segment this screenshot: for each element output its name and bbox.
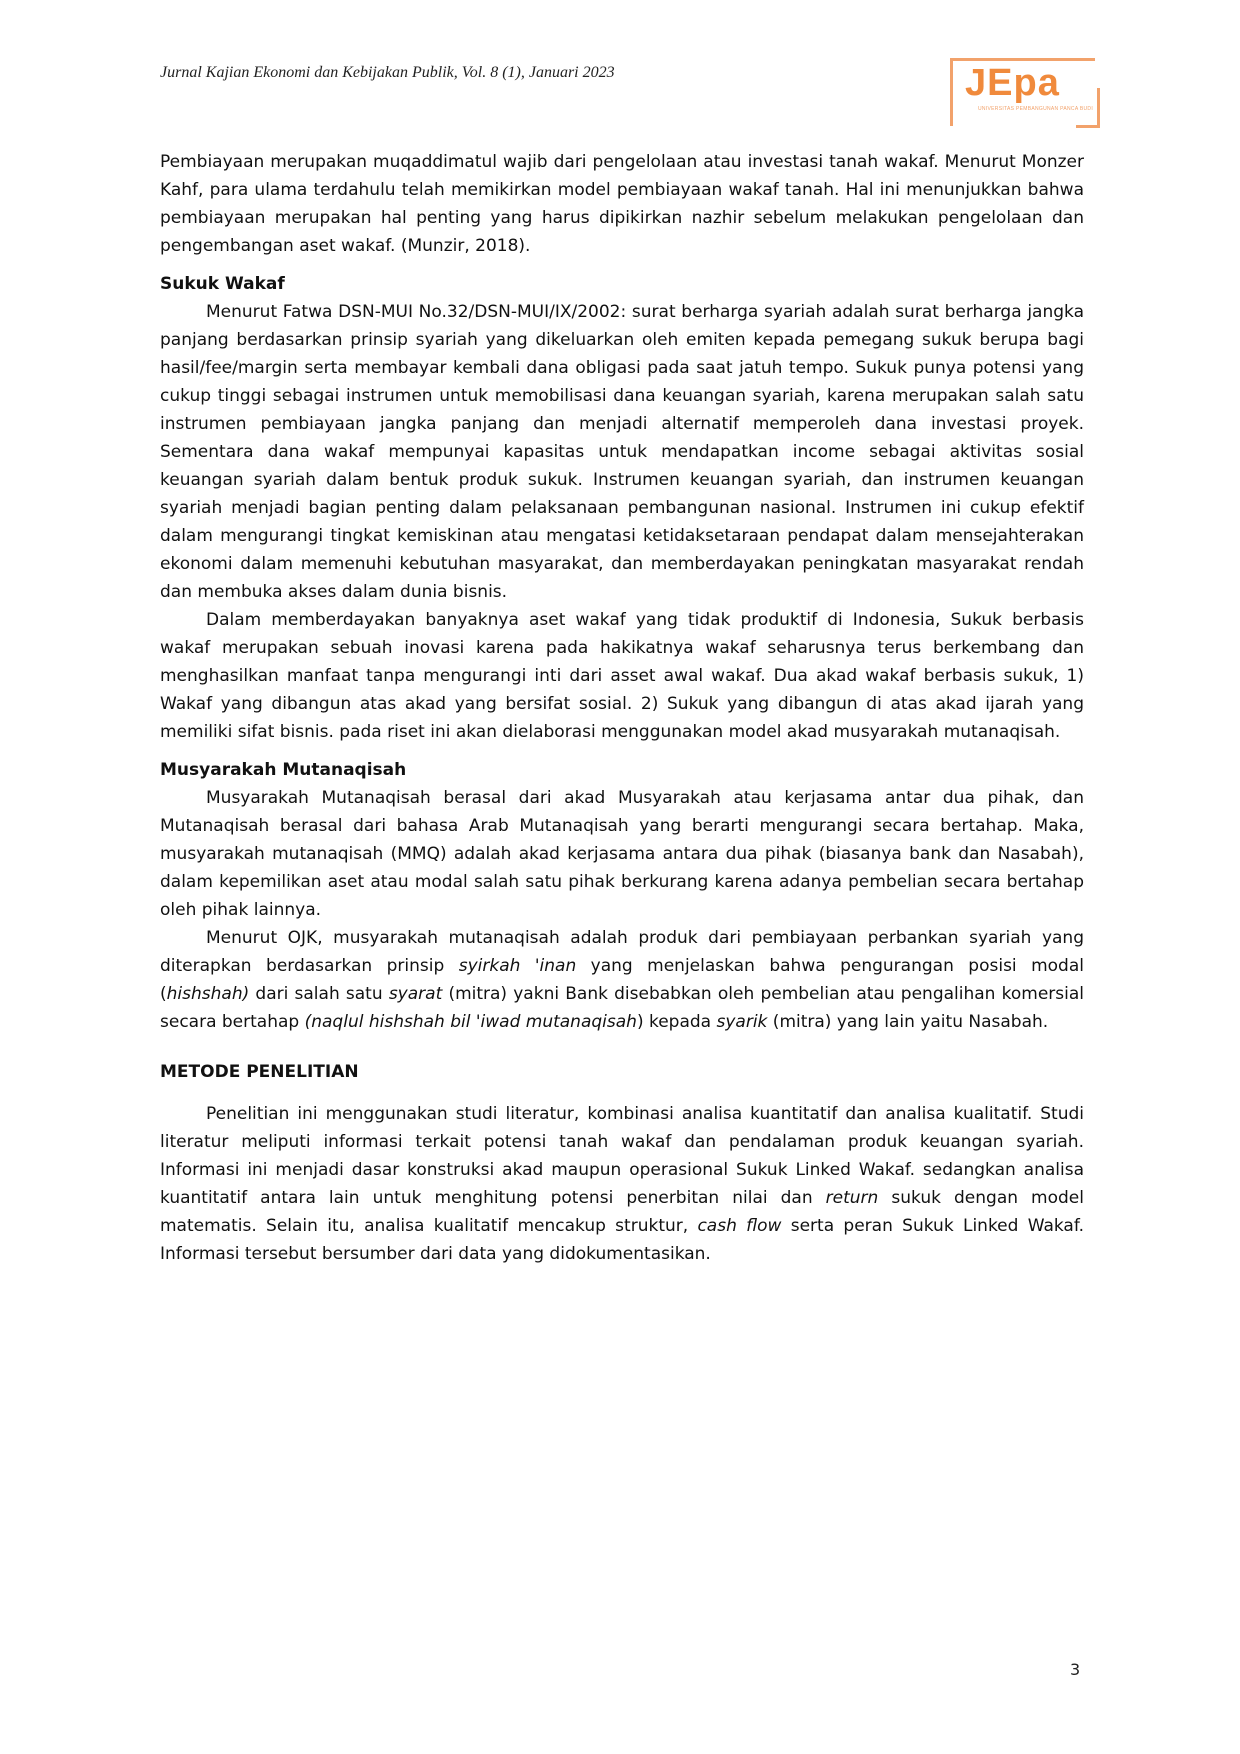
italic-term: (naqlul hishshah bil 'iwad mutanaqisah	[304, 1012, 637, 1032]
logo-subtext: UNIVERSITAS PEMBANGUNAN PANCA BUDI	[978, 106, 1094, 112]
text-span: dari salah satu	[249, 984, 389, 1004]
text-span: (mitra) yang lain yaitu Nasabah.	[767, 1012, 1049, 1032]
italic-term: syirkah 'inan	[458, 956, 577, 976]
text-span: Penelitian ini menggunakan studi literatur, kombinasi analisa kuantitatif dan analisa kualitatif. Studi literatur meliputi informasi terkait potensi tanah wakaf dan pendalaman produk keuangan syariah. Informasi ini menjadi dasar konstruksi akad maupun operasional Sukuk Linked Wakaf. sedangkan analisa kuantitatif antara lain untuk menghitung potensi penerbitan nilai dan	[160, 1104, 1084, 1208]
heading-metode-penelitian: METODE PENELITIAN	[160, 1062, 359, 1082]
heading-sukuk-wakaf: Sukuk Wakaf	[160, 274, 285, 294]
text-span: serta peran Sukuk Linked Wakaf. Informasi tersebut bersumber dari data yang didokumentasikan.	[160, 1216, 1084, 1264]
paragraph-mmq-definition: Musyarakah Mutanaqisah berasal dari akad Musyarakah atau kerjasama antar dua pihak, dan Mutanaqisah berasal dari bahasa Arab Mutanaqisah yang berarti mengurangi secara bertahap. Maka, musyarakah mutanaqisah (MMQ) adalah akad kerjasama antara dua pihak (biasanya bank dan Nasabah), dalam kepemilikan aset atau modal salah satu pihak berkurang karena adanya pembelian secara bertahap oleh pihak lainnya.	[160, 788, 1084, 920]
article-body	[160, 148, 1084, 1268]
heading-musyarakah-mutanaqisah: Musyarakah Mutanaqisah	[160, 760, 407, 780]
italic-term: syarat	[388, 984, 443, 1004]
journal-header: Jurnal Kajian Ekonomi dan Kebijakan Publik, Vol. 8 (1), Januari 2023	[160, 64, 615, 81]
text-span: (mitra) yakni Bank disebabkan oleh pembelian atau pengalihan komersial secara bertahap	[160, 984, 1084, 1032]
paragraph-pembiayaan: Pembiayaan merupakan muqaddimatul wajib dari pengelolaan atau investasi tanah wakaf. Menurut Monzer Kahf, para ulama terdahulu telah memikirkan model pembiayaan wakaf tanah. Hal ini menunjukkan bahwa pembiayaan merupakan hal penting yang harus dipikirkan nazhir sebelum melakukan pengelolaan dan pengembangan aset wakaf. (Munzir, 2018).	[160, 152, 1084, 256]
page-number: 3	[1070, 1660, 1081, 1679]
journal-logo	[950, 58, 1100, 128]
text-span: ) kepada	[636, 1012, 717, 1032]
paragraph-ojk	[160, 924, 1084, 1036]
italic-term: cash flow	[697, 1216, 782, 1236]
paragraph-fatwa: Menurut Fatwa DSN-MUI No.32/DSN-MUI/IX/2002: surat berharga syariah adalah surat berharga jangka panjang berdasarkan prinsip syariah yang dikeluarkan oleh emiten kepada pemegang sukuk berupa bagi hasil/fee/margin serta membayar kembali dana obligasi pada saat jatuh tempo. Sukuk punya potensi yang cukup tinggi sebagai instrumen untuk memobilisasi dana keuangan syariah, karena merupakan salah satu instrumen pembiayaan jangka panjang dan menjadi alternatif memperoleh dana investasi proyek. Sementara dana wakaf mempunyai kapasitas untuk mendapatkan income sebagai aktivitas sosial keuangan syariah dalam bentuk produk sukuk. Instrumen keuangan syariah, dan instrumen keuangan syariah menjadi bagian penting dalam pelaksanaan pembangunan nasional. Instrumen ini cukup efektif dalam mengurangi tingkat kemiskinan atau mengatasi ketidaksetaraan pendapat dalam mensejahterakan ekonomi dalam memenuhi kebutuhan masyarakat, dan memberdayakan peningkatan masyarakat rendah dan membuka akses dalam dunia bisnis.	[160, 302, 1084, 602]
italic-term: return	[825, 1188, 879, 1208]
paragraph-aset-wakaf: Dalam memberdayakan banyaknya aset wakaf yang tidak produktif di Indonesia, Sukuk berbasis wakaf merupakan sebuah inovasi karena pada hakikatnya wakaf seharusnya terus berkembang dan menghasilkan manfaat tanpa mengurangi inti dari asset awal wakaf. Dua akad wakaf berbasis sukuk, 1) Wakaf yang dibangun atas akad yang bersifat sosial. 2) Sukuk yang dibangun di atas akad ijarah yang memiliki sifat bisnis. pada riset ini akan dielaborasi menggunakan model akad musyarakah mutanaqisah.	[160, 610, 1084, 742]
text-span: Menurut OJK, musyarakah mutanaqisah adalah produk dari pembiayaan perbankan syariah yang diterapkan berdasarkan prinsip	[160, 928, 1084, 976]
text-span: yang menjelaskan bahwa pengurangan posisi modal (	[160, 956, 1084, 1004]
logo-wordmark: JEpa	[965, 62, 1060, 104]
text-span: sukuk dengan model matematis. Selain itu, analisa kualitatif mencakup struktur,	[160, 1188, 1084, 1236]
paragraph-metode	[160, 1100, 1084, 1268]
italic-term: syarik	[716, 1012, 768, 1032]
italic-term: hishshah)	[166, 984, 250, 1004]
